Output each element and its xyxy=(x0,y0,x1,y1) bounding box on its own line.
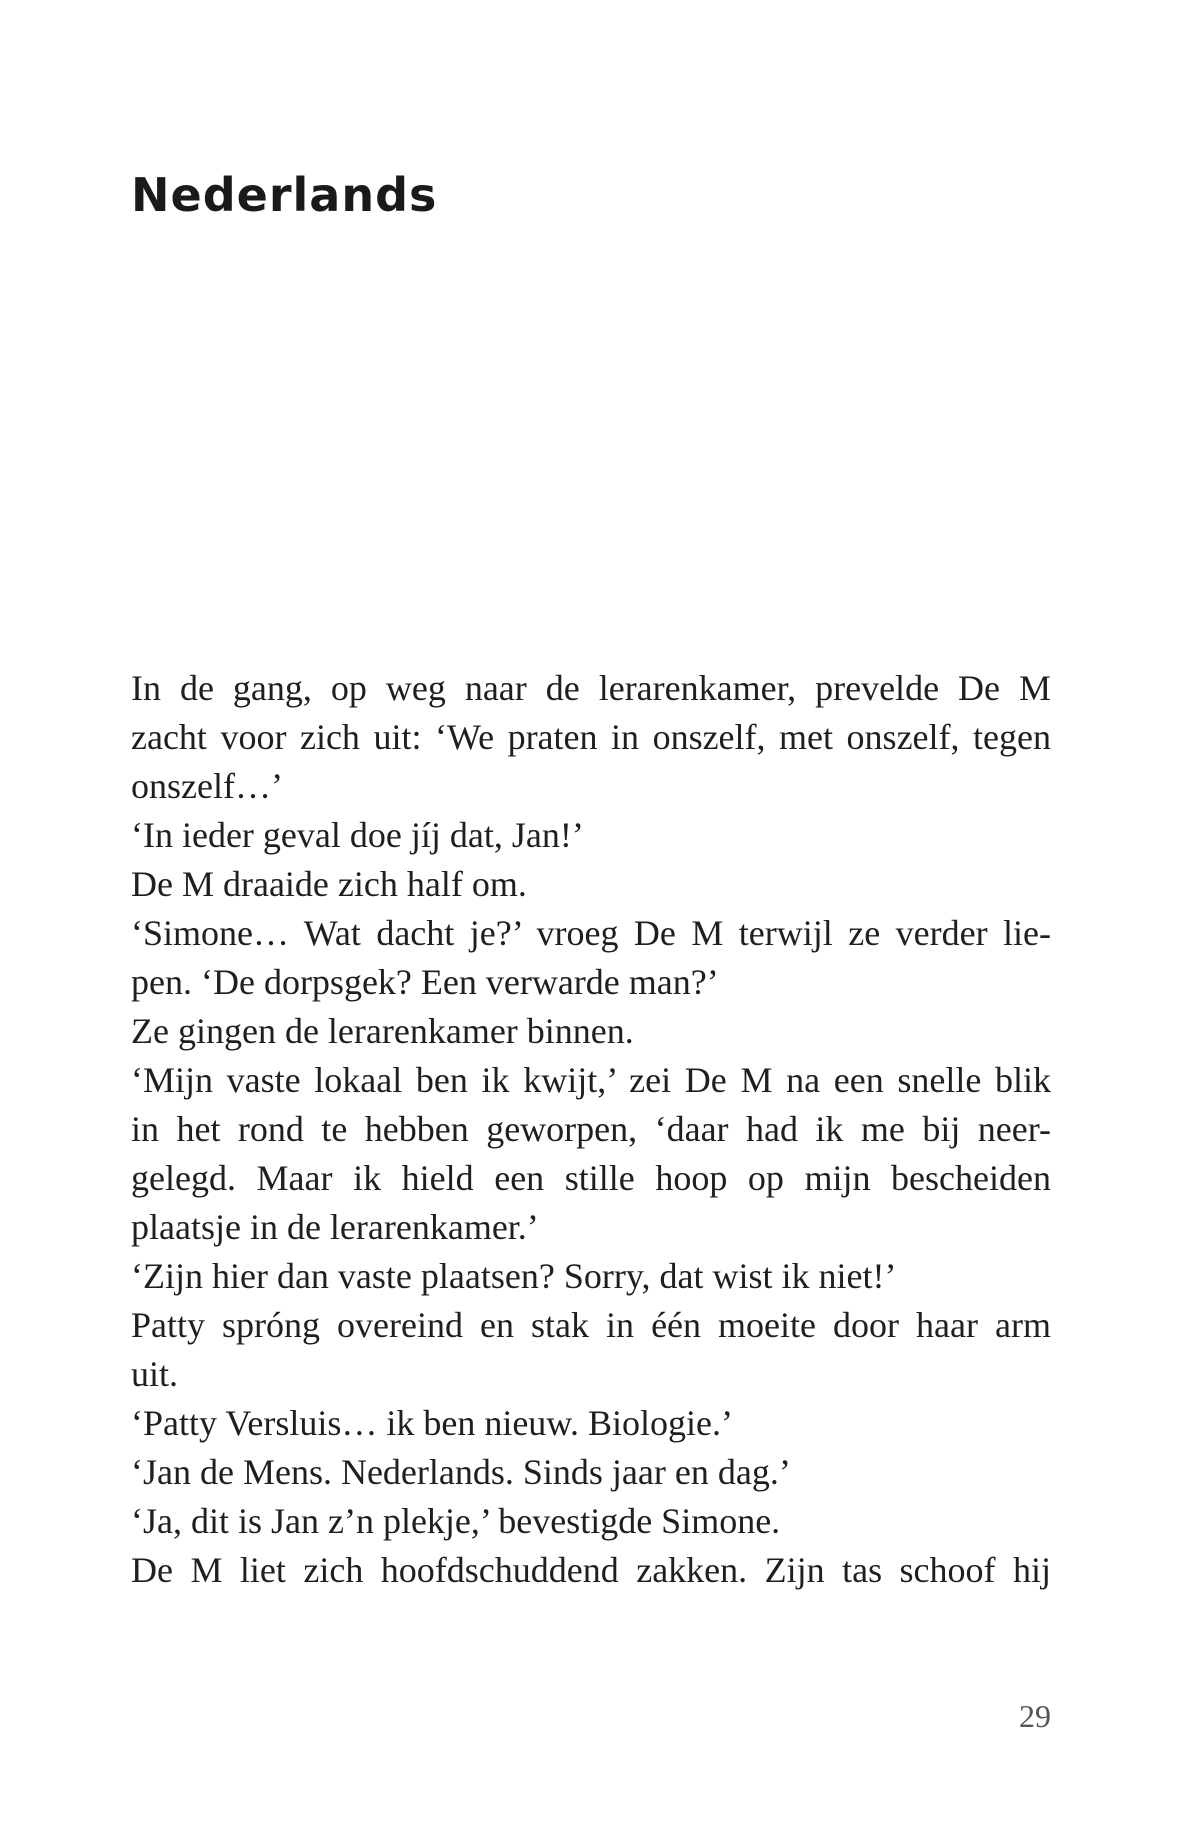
text-line: ‘Mijn vaste lokaal ben ik kwijt,’ zei De M na een snelle blik xyxy=(131,1060,1051,1100)
chapter-title: Nederlands xyxy=(131,168,438,222)
text-line: pen. ‘De dorpsgek? Een verwarde man?’ xyxy=(131,962,719,1002)
text-line: uit. xyxy=(131,1354,179,1394)
text-line: Patty spróng overeind en stak in één moeite door haar arm xyxy=(131,1305,1051,1345)
text-line: ‘Zijn hier dan vaste plaatsen? Sorry, dat wist ik niet!’ xyxy=(131,1256,897,1296)
text-line: ‘Simone… Wat dacht je?’ vroeg De M terwijl ze verder lie- xyxy=(131,913,1051,953)
text-line: gelegd. Maar ik hield een stille hoop op mijn bescheiden xyxy=(131,1158,1051,1198)
text-line: ‘Jan de Mens. Nederlands. Sinds jaar en dag.’ xyxy=(131,1452,791,1492)
text-line: plaatsje in de lerarenkamer.’ xyxy=(131,1207,539,1247)
text-line: De M liet zich hoofdschuddend zakken. Zijn tas schoof hij xyxy=(131,1550,1051,1590)
page-number: 29 xyxy=(1019,1698,1051,1734)
text-line: onszelf…’ xyxy=(131,766,283,806)
text-line: Ze gingen de lerarenkamer binnen. xyxy=(131,1011,634,1051)
text-line: In de gang, op weg naar de lerarenkamer, prevelde De M xyxy=(131,668,1051,708)
text-line: ‘Ja, dit is Jan z’n plekje,’ bevestigde Simone. xyxy=(131,1501,781,1541)
text-line: De M draaide zich half om. xyxy=(131,864,527,904)
text-line: zacht voor zich uit: ‘We praten in onszelf, met onszelf, tegen xyxy=(131,717,1051,757)
text-line: ‘In ieder geval doe jíj dat, Jan!’ xyxy=(131,815,584,855)
text-line: in het rond te hebben geworpen, ‘daar had ik me bij neer- xyxy=(131,1109,1051,1149)
body-text xyxy=(131,664,1051,1595)
text-line: ‘Patty Versluis… ik ben nieuw. Biologie.’ xyxy=(131,1403,733,1443)
